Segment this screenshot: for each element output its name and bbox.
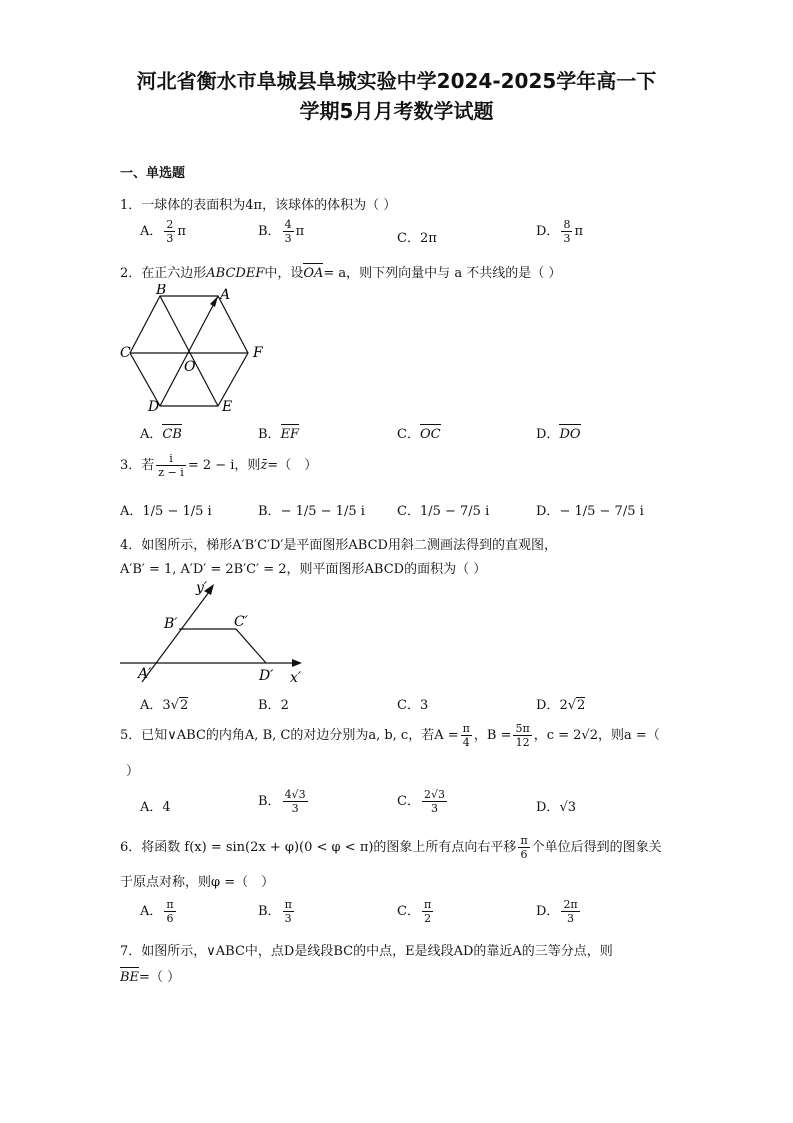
fig2-label-d: D <box>148 399 160 415</box>
fig4-label-c: C′ <box>234 614 248 630</box>
q2-a-vec: CB <box>162 427 182 442</box>
q6-option-d[interactable]: D． $\frac{2\pi}{3}$ <box>536 898 578 925</box>
fig2-label-a: A <box>220 287 231 303</box>
q1-stem: 1．一球体的表面积为4π，该球体的体积为（ ） <box>120 198 397 213</box>
q1-b-label: B． <box>258 224 281 239</box>
q1-d-label: D． <box>536 224 560 239</box>
trapezoid-figure <box>116 578 316 686</box>
q6-option-a[interactable]: A． $\frac{\pi}{6}$ <box>140 898 174 925</box>
q6-stem: 6．将函数 f(x) = sin(2x + φ)(0 < φ < π)的图象上所有点向右平移 $\frac{\pi}{6}$ 个单位后得到的图象关 <box>120 834 662 861</box>
q2-option-c[interactable]: C．OC <box>397 427 441 442</box>
q1-d-frac: $\frac{8}{3}$ <box>563 218 571 245</box>
q5-option-c[interactable]: C． $\frac{2√3}{3}$ <box>397 788 445 815</box>
q2-vec-oa: OA <box>303 266 324 281</box>
fig2-label-e: E <box>222 399 233 415</box>
q2-d-vec: DO <box>559 427 581 442</box>
fig4-label-a: A′ <box>138 666 152 682</box>
arrow-oa-head <box>210 296 218 307</box>
q1-b-frac: $\frac{4}{3}$ <box>284 218 292 245</box>
y-axis <box>142 588 212 682</box>
fig4-label-d: D′ <box>259 668 274 684</box>
q3-d-text: − 1/5 − 7/5 i <box>559 504 644 519</box>
q2-b-vec: EF <box>280 427 300 442</box>
q2-option-a[interactable]: A．CB <box>140 427 182 442</box>
q2-stem: 2．在正六边形ABCDEF中，设OA= a，则下列向量中与 a 不共线的是（ ） <box>120 266 562 281</box>
q7-vec-be: BE <box>120 970 140 985</box>
q2-c-vec: OC <box>419 427 441 442</box>
q3-option-c[interactable]: C．1/5 − 7/5 i <box>397 504 490 519</box>
q4-option-d[interactable]: D．2√2 <box>536 698 586 713</box>
q1-option-b[interactable]: B． $\frac{4}{3}$ π <box>258 218 305 245</box>
q5-option-b[interactable]: B． $\frac{4√3}{3}$ <box>258 788 306 815</box>
q3-c-text: 1/5 − 7/5 i <box>419 504 490 519</box>
q1-a-frac: $\frac{2}{3}$ <box>166 218 174 245</box>
trapezoid-edges <box>179 629 266 663</box>
q1-option-a[interactable]: A． $\frac{2}{3}$ π <box>140 218 186 245</box>
q1-option-d[interactable]: D． $\frac{8}{3}$ π <box>536 218 583 245</box>
section-heading: 一、单选题 <box>120 166 186 181</box>
q4-option-c[interactable]: C．3 <box>397 698 429 713</box>
q3-option-d[interactable]: D．− 1/5 − 7/5 i <box>536 504 644 519</box>
q4-stem-line2: A′B′ = 1, A′D′ = 2B′C′ = 2，则平面图形ABCD的面积为（ ） <box>120 562 487 577</box>
q5-stem: 5．已知∨ABC的内角A, B, C的对边分别为a, b, c，若A = $\frac{\pi}{4}$ ，B = $\frac{5\pi}{12}$ ，c = 2√2，则a =（ <box>120 722 660 749</box>
q4-option-a[interactable]: A．3√2 <box>140 698 189 713</box>
hexagon-figure <box>118 284 278 416</box>
q2-option-b[interactable]: B．EF <box>258 427 300 442</box>
q5-option-d[interactable]: D．√3 <box>536 800 576 815</box>
q7-stem-line1: 7．如图所示，∨ABC中，点D是线段BC的中点，E是线段AD的靠近A的三等分点，则 <box>120 944 613 959</box>
x-axis-arrow <box>292 659 302 667</box>
page-title-line1: 河北省衡水市阜城县阜城实验中学2024-2025学年高一下 <box>136 69 657 93</box>
q5-option-a[interactable]: A．4 <box>140 800 171 815</box>
q6-option-c[interactable]: C． $\frac{\pi}{2}$ <box>397 898 432 925</box>
q3-b-text: − 1/5 − 1/5 i <box>280 504 365 519</box>
page-title-line2: 学期5月月考数学试题 <box>299 99 494 123</box>
q3-option-b[interactable]: B．− 1/5 − 1/5 i <box>258 504 365 519</box>
fig2-label-f: F <box>253 345 263 361</box>
q3-option-a[interactable]: A．1/5 − 1/5 i <box>120 504 212 519</box>
fig4-label-b: B′ <box>164 616 178 632</box>
q3-a-text: 1/5 − 1/5 i <box>142 504 212 519</box>
q2-option-d[interactable]: D．DO <box>536 427 581 442</box>
q1-option-c[interactable] <box>397 227 437 246</box>
q3-stem: 3．若 $\frac{i}{z - i}$ = 2 − i，则z̄=（ ） <box>120 452 318 479</box>
q6-option-b[interactable]: B． $\frac{\pi}{3}$ <box>258 898 292 925</box>
q5-stem-line2: ） <box>126 764 140 779</box>
q7-stem-line2: BE=（ ） <box>120 970 181 985</box>
q1-a-label: A． <box>140 224 163 239</box>
fig2-label-o: O <box>184 359 196 375</box>
q6-stem-line2: 于原点对称，则φ =（ ） <box>120 875 275 890</box>
q1-c-label: C． <box>397 231 420 246</box>
fig4-label-y: y′ <box>196 580 208 596</box>
fig2-label-b: B <box>156 284 167 298</box>
fig4-label-x: x′ <box>290 670 302 686</box>
q1-c-text: 2π <box>419 231 437 246</box>
q4-option-b[interactable]: B．2 <box>258 698 289 713</box>
q4-stem-line1: 4．如图所示，梯形A′B′C′D′是平面图形ABCD用斜二测画法得到的直观图， <box>120 538 557 553</box>
fig2-label-c: C <box>120 345 131 361</box>
